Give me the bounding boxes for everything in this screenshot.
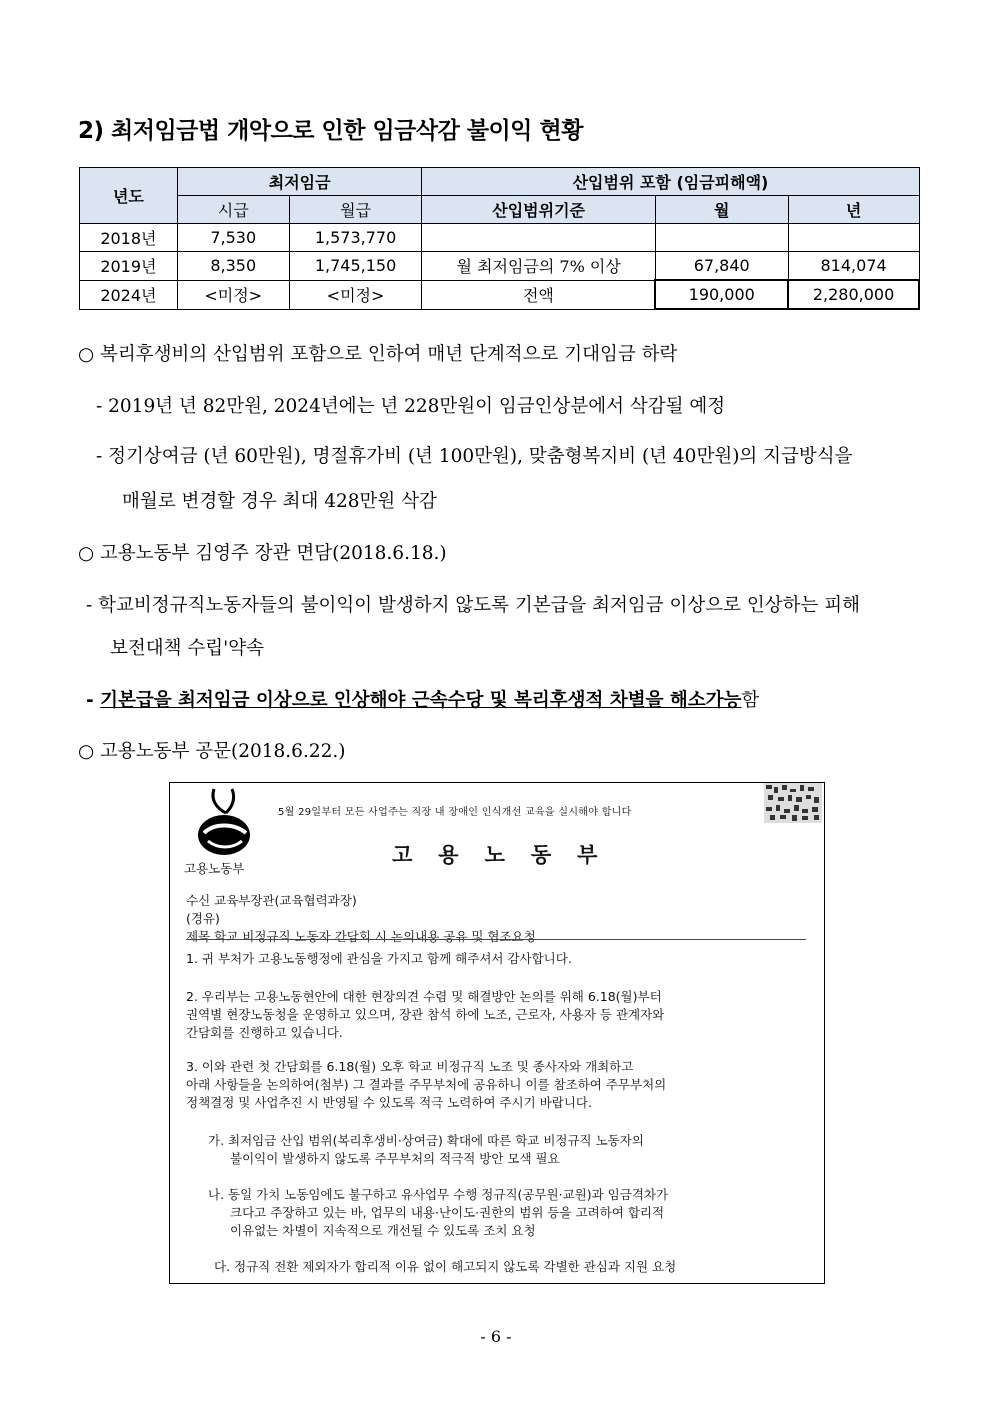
cell-hourly: 7,530 [177, 224, 289, 252]
cell-monthly: 1,573,770 [289, 224, 422, 252]
logo-caption: 고용노동부 [184, 861, 245, 876]
cell-criteria: 전액 [422, 280, 655, 309]
sub-item-cut-2019: - 2019년 년 82만원, 2024년에는 년 228만원이 임금인상분에서 삭감될 예정 [96, 396, 726, 417]
letter-subitem-da: 다. 정규직 전환 제외자가 합리적 이유 없이 해고되지 않도록 각별한 관심과 지원 요청 [214, 1259, 677, 1274]
sub-item-emphasis [86, 686, 759, 712]
header-criteria: 산입범위기준 [422, 196, 655, 224]
table-row [80, 252, 920, 281]
header-scope: 산입범위 포함 (임금피해액) [422, 168, 919, 196]
cell-monthly: <미정> [289, 280, 422, 309]
emphasis-underlined: 기본급을 최저임금 이상으로 인상해야 근속수당 및 복리후생적 차별을 해소가능 [100, 690, 742, 711]
letter-subitem-na-a: 나. 동일 가치 노동임에도 불구하고 유사업무 수행 정규직(공무원·교원)과 임금격차가 [208, 1187, 669, 1202]
header-hourly: 시급 [177, 196, 289, 224]
letter-subject: 제목 학교 비정규직 노동자 간담회 시 논의내용 공유 및 협조요청 [186, 929, 536, 944]
letter-subitem-ga-a: 가. 최저임금 산입 범위(복리후생비·상여금) 확대에 따른 학교 비정규직 노동자의 [208, 1133, 644, 1148]
letter-item-3b: 아래 사항들을 논의하여(첨부) 그 결과를 주무부처에 공유하니 이를 참조하여 주무부처의 [186, 1077, 667, 1092]
cell-year: 2019년 [80, 252, 178, 281]
cell-month: 190,000 [655, 280, 788, 309]
header-annual: 년 [788, 196, 919, 224]
bullet-welfare: ○ 복리후생비의 산입범위 포함으로 인하여 매년 단계적으로 기대임금 하락 [78, 344, 678, 365]
letter-subitem-ga-b: 불이익이 발생하지 않도록 주무부처의 적극적 방안 모색 필요 [230, 1151, 560, 1166]
cell-year: 2018년 [80, 224, 178, 252]
table-row [80, 280, 920, 309]
sub-item-promise-cont: 보전대책 수립'약속 [110, 638, 264, 659]
notice-banner: 5월 29일부터 모든 사업주는 직장 내 장애인 인식개선 교육을 실시해야 합니다 [278, 807, 632, 818]
sub-item-bonus: - 정기상여금 (년 60만원), 명절휴가비 (년 100만원), 맞춤형복지비 (년 40만원)의 지급방식을 [96, 446, 853, 467]
subject-divider [186, 939, 806, 940]
cell-hourly: <미정> [177, 280, 289, 309]
section-heading: 2) 최저임금법 개악으로 인한 임금삭감 불이익 현황 [78, 118, 583, 144]
header-month: 월 [655, 196, 788, 224]
scanned-official-letter [169, 782, 825, 1284]
bullet-official-letter: ○ 고용노동부 공문(2018.6.22.) [78, 741, 346, 762]
header-monthly: 월급 [289, 196, 422, 224]
letter-via: (경유) [186, 911, 220, 926]
letter-item-3a: 3. 이와 관련 첫 간담회를 6.18(월) 오후 학교 비정규직 노조 및 종사자와 개최하고 [186, 1059, 634, 1074]
letter-item-2c: 간담회를 진행하고 있습니다. [186, 1025, 343, 1040]
letter-subitem-na-b: 크다고 주장하고 있는 바, 업무의 내용·난이도·권한의 범위 등을 고려하여 합리적 [230, 1205, 665, 1220]
cell-month: 67,840 [655, 252, 788, 281]
qr-code-icon [764, 783, 822, 823]
emphasis-dash: - [86, 690, 101, 711]
cell-criteria [422, 224, 655, 252]
letter-item-1: 1. 귀 부처가 고용노동행정에 관심을 가지고 함께 해주셔서 감사합니다. [186, 951, 572, 966]
header-year: 년도 [80, 168, 178, 224]
cell-annual [788, 224, 919, 252]
cell-month [655, 224, 788, 252]
letterhead-title: 고용노동부 [392, 843, 624, 867]
letter-item-2a: 2. 우리부는 고용노동현안에 대한 현장의견 수렴 및 해결방안 논의를 위해 6.18(월)부터 [186, 989, 662, 1004]
letter-recipient: 수신 교육부장관(교육협력과장) [186, 893, 357, 908]
bullet-minister-meeting: ○ 고용노동부 김영주 장관 면담(2018.6.18.) [78, 543, 447, 564]
cell-criteria: 월 최저임금의 7% 이상 [422, 252, 655, 281]
header-min-wage: 최저임금 [177, 168, 422, 196]
page-number: - 6 - [480, 1327, 512, 1346]
letter-item-3c: 정책결정 및 사업추진 시 반영될 수 있도록 적극 노력하여 주시기 바랍니다. [186, 1095, 592, 1110]
wage-table [79, 167, 920, 310]
cell-annual: 814,074 [788, 252, 919, 281]
letter-item-2b: 권역별 현장노동청을 운영하고 있으며, 장관 참석 하에 노조, 근로자, 사용자 등 관계자와 [186, 1007, 665, 1022]
sub-item-bonus-cont: 매월로 변경할 경우 최대 428만원 삭감 [122, 491, 437, 512]
table-row [80, 224, 920, 252]
letter-subitem-na-c: 이유없는 차별이 지속적으로 개선될 수 있도록 조치 요청 [230, 1223, 536, 1238]
cell-monthly: 1,745,150 [289, 252, 422, 281]
cell-year: 2024년 [80, 280, 178, 309]
emphasis-tail: 함 [741, 690, 760, 711]
cell-annual: 2,280,000 [788, 280, 919, 309]
ministry-logo-icon [192, 787, 256, 857]
cell-hourly: 8,350 [177, 252, 289, 281]
sub-item-promise: - 학교비정규직노동자들의 불이익이 발생하지 않도록 기본급을 최저임금 이상으로 인상하는 피해 [86, 595, 861, 616]
